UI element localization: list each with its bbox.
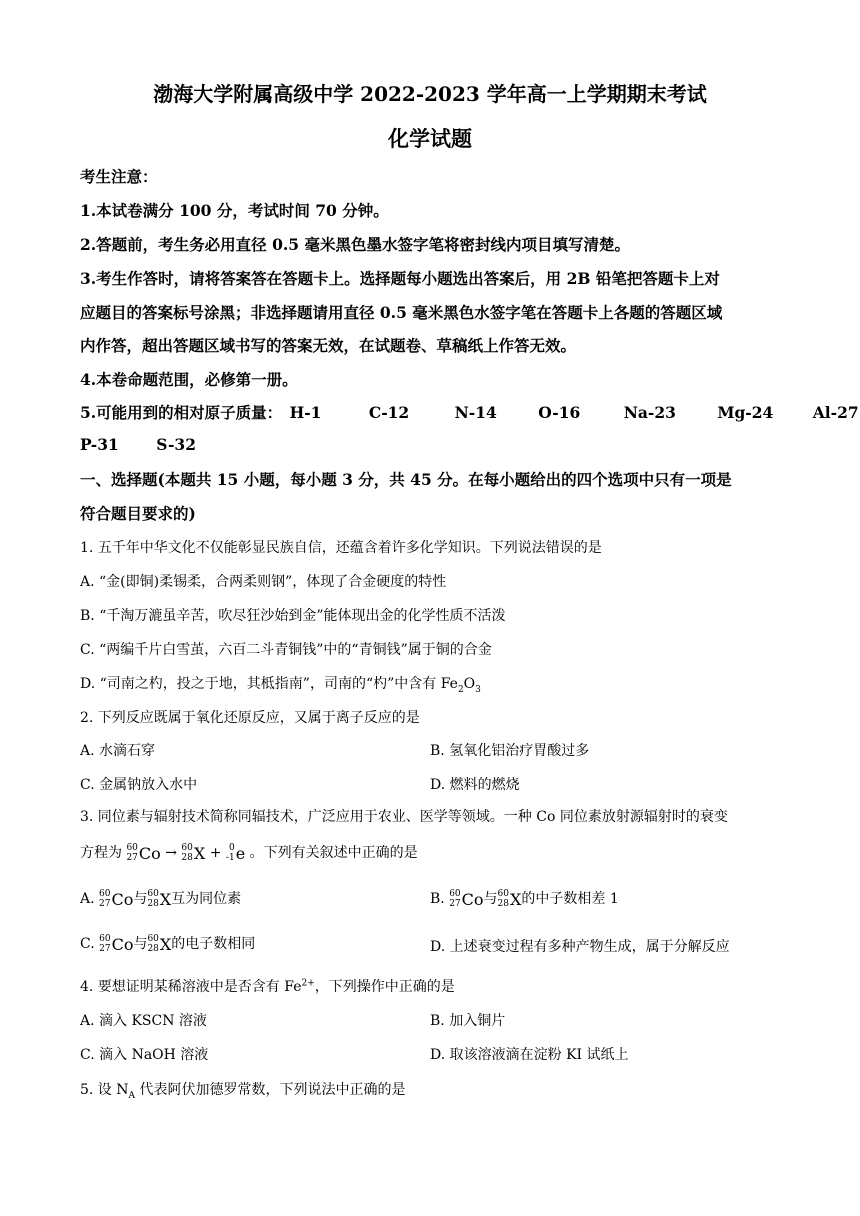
q1-option-d-text: D. “司南之杓，投之于地，其柢指南”，司南的“杓”中含有 Fe [80, 676, 458, 692]
notice-item-2: 2.答题前，考生务必用直径 0.5 毫米黑色墨水签字笔将密封线内项目填写清楚。 [80, 235, 630, 254]
q1-option-d [80, 673, 481, 695]
x-atomic-number: 28 [147, 899, 159, 909]
q3-option-b [430, 888, 619, 909]
mass-mg: Mg-24 [717, 403, 774, 422]
section-heading-line-2: 符合题目要求的) [80, 504, 196, 523]
q5-stem-suffix: 代表阿伏加德罗常数，下列说法中正确的是 [135, 1082, 406, 1098]
exam-subtitle: 化学试题 [388, 126, 472, 151]
q1-subscript-2: 2 [457, 684, 464, 695]
notice-item-5-prefix: 5.可能用到的相对原子质量： [80, 403, 283, 422]
x-symbol: X [159, 889, 172, 909]
q3-a-text: 互为同位素 [171, 891, 242, 907]
q1-option-c: C. “两编千片白雪茧，六百二斗青铜钱”中的“青铜钱”属于铜的合金 [80, 642, 492, 658]
q1-stem: 1. 五千年中华文化不仅能彰显民族自信，还蕴含着许多化学知识。下列说法错误的是 [80, 540, 602, 556]
nuclide-x [498, 889, 522, 909]
q3-option-c [80, 933, 255, 954]
notice-item-5 [80, 401, 859, 423]
q4-option-b: B. 加入铜片 [430, 1013, 506, 1029]
q3-b-connector: 与 [483, 891, 498, 907]
q3-c-label: C. [80, 936, 95, 952]
e-charge-number: -1 [225, 853, 235, 863]
q1-option-b: B. “千淘万漉虽辛苦，吹尽狂沙始到金”能体现出金的化学性质不活泼 [80, 608, 506, 624]
q5-stem [80, 1079, 405, 1101]
q4-option-a: A. 滴入 KSCN 溶液 [80, 1013, 207, 1029]
e-mass-number: 0 [228, 843, 235, 853]
co-mass-number: 60 [126, 843, 138, 853]
x-symbol: X [509, 889, 522, 909]
q3-c-text: 的电子数相同 [171, 936, 256, 952]
nuclide-co [449, 889, 483, 909]
co-mass-number: 60 [99, 934, 111, 944]
co-mass-number: 60 [449, 889, 461, 899]
mass-h: H-1 [289, 403, 322, 422]
co-symbol: Co [461, 889, 484, 909]
q5-subscript: A [128, 1090, 136, 1101]
x-mass-number: 60 [147, 934, 159, 944]
x-symbol: X [159, 934, 172, 954]
mass-na: Na-23 [623, 403, 676, 422]
co-atomic-number: 27 [99, 899, 111, 909]
mass-c: C-12 [368, 403, 410, 422]
q1-subscript-3: 3 [475, 684, 481, 695]
q3-b-text: 的中子数相差 1 [521, 891, 619, 907]
q4-stem [80, 976, 455, 996]
notice-item-3-line-2: 应题目的答案标号涂黑；非选择题请用直径 0.5 毫米黑色水签字笔在答题卡上各题的答题区域 [80, 303, 723, 322]
q4-stem-text: 4. 要想证明某稀溶液中是否含有 Fe [80, 979, 302, 995]
co-symbol: Co [111, 934, 134, 954]
mass-s: S-32 [156, 435, 196, 454]
q3-a-connector: 与 [133, 891, 148, 907]
exam-title: 渤海大学附属高级中学 2022-2023 学年高一上学期期末考试 [153, 82, 707, 106]
q3-c-connector: 与 [133, 936, 148, 952]
x-mass-number: 60 [181, 843, 193, 853]
notice-item-4: 4.本卷命题范围，必修第一册。 [80, 370, 298, 389]
q4-stem-suffix: ，下列操作中正确的是 [314, 979, 455, 995]
section-heading-line-1: 一、选择题(本题共 15 小题，每小题 3 分，共 45 分。在每小题给出的四个选项中只有一项是 [80, 470, 732, 489]
x-atomic-number: 28 [181, 853, 193, 863]
notice-item-3-line-3: 内作答，超出答题区域书写的答案无效，在试题卷、草稿纸上作答无效。 [80, 336, 577, 355]
notice-heading: 考生注意： [80, 167, 158, 186]
nuclide-x [147, 889, 171, 909]
mass-o: O-16 [538, 403, 581, 422]
mass-al: Al-27 [812, 403, 859, 422]
x-mass-number: 60 [147, 889, 159, 899]
q4-charge: 2+ [301, 978, 315, 989]
x-atomic-number: 28 [497, 899, 509, 909]
nuclide-co [126, 843, 160, 863]
q4-option-d: D. 取该溶液滴在淀粉 KI 试纸上 [430, 1047, 629, 1063]
nuclide-x [147, 934, 171, 954]
e-symbol: e [235, 843, 246, 863]
co-atomic-number: 27 [449, 899, 461, 909]
q3-option-d: D. 上述衰变过程有多种产物生成，属于分解反应 [430, 939, 730, 955]
q3-stem-line-1: 3. 同位素与辐射技术简称同辐技术，广泛应用于农业、医学等领域。一种 Co 同位素放射源辐射时的衰变 [80, 809, 728, 825]
plus-sign: + [209, 845, 222, 861]
co-mass-number: 60 [99, 889, 111, 899]
q2-option-a: A. 水滴石穿 [80, 743, 156, 759]
co-symbol: Co [111, 889, 134, 909]
q4-option-c: C. 滴入 NaOH 溶液 [80, 1047, 209, 1063]
co-symbol: Co [138, 843, 161, 863]
x-atomic-number: 28 [147, 944, 159, 954]
q2-option-b: B. 氢氧化铝治疗胃酸过多 [430, 743, 590, 759]
x-symbol: X [193, 843, 206, 863]
mass-p: P-31 [80, 435, 119, 454]
q5-stem-text: 5. 设 N [80, 1082, 129, 1098]
mass-n: N-14 [454, 403, 497, 422]
notice-item-1: 1.本试卷满分 100 分，考试时间 70 分钟。 [80, 201, 389, 220]
nuclide-co [99, 889, 133, 909]
nuclide-e [226, 843, 245, 863]
q3-b-label: B. [430, 891, 445, 907]
q3-equation-prefix: 方程为 [80, 845, 122, 861]
q2-option-d: D. 燃料的燃烧 [430, 777, 520, 793]
reaction-arrow: → [165, 845, 177, 861]
q1-oxygen: O [463, 676, 476, 692]
nuclide-co [99, 934, 133, 954]
notice-item-3-line-1: 3.考生作答时，请将答案答在答题卡上。选择题每小题选出答案后，用 2B 铅笔把答题卡上对 [80, 269, 720, 288]
q3-a-label: A. [80, 891, 95, 907]
q3-equation-suffix: 。下列有关叙述中正确的是 [249, 845, 418, 861]
q2-stem: 2. 下列反应既属于氧化还原反应，又属于离子反应的是 [80, 710, 420, 726]
q3-option-a [80, 888, 241, 909]
q1-option-a: A. “金(即铜)柔锡柔，合两柔则钢”，体现了合金硬度的特性 [80, 574, 447, 590]
q2-option-c: C. 金属钠放入水中 [80, 777, 198, 793]
co-atomic-number: 27 [126, 853, 138, 863]
co-atomic-number: 27 [99, 944, 111, 954]
notice-item-5-cont [80, 435, 196, 454]
x-mass-number: 60 [497, 889, 509, 899]
nuclide-x [181, 843, 205, 863]
q3-stem-line-2 [80, 842, 418, 863]
